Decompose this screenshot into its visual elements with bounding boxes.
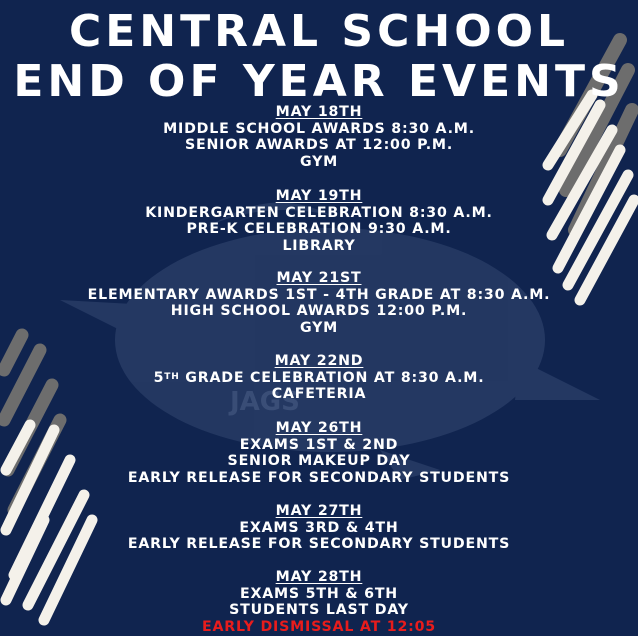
event-date: MAY 21ST [276, 270, 362, 286]
event-line: EXAMS 1ST & 2ND [239, 436, 399, 453]
event-line: SENIOR MAKEUP DAY [227, 453, 411, 469]
event-line: 5TH GRADE CELEBRATION AT 8:30 A.M. [153, 369, 485, 386]
title-line-2: END OF YEAR EVENTS [13, 56, 625, 107]
event-location: CAFETERIA [271, 386, 367, 402]
mascot-watermark-text: JAGS [230, 387, 300, 417]
event-line: STUDENTS LAST DAY [229, 602, 409, 618]
event-date: MAY 18TH [275, 104, 363, 120]
event-line: EARLY RELEASE FOR SECONDARY STUDENTS [127, 536, 511, 552]
event-may-22 [0, 353, 638, 403]
event-may-21 [0, 270, 638, 336]
event-line: ELEMENTARY AWARDS 1ST - 4TH GRADE AT 8:30 A.M. [87, 286, 551, 303]
event-date: MAY 26TH [275, 420, 363, 436]
event-location: GYM [299, 319, 339, 336]
event-date: MAY 28TH [275, 569, 363, 585]
event-may-18 [0, 104, 638, 170]
event-location: LIBRARY [282, 237, 356, 254]
event-date: MAY 22ND [274, 353, 364, 369]
event-may-19 [0, 188, 638, 254]
event-location: GYM [299, 153, 339, 170]
title-line-1: CENTRAL SCHOOL [68, 6, 570, 57]
event-line: MIDDLE SCHOOL AWARDS 8:30 A.M. [163, 120, 475, 137]
event-line: KINDERGARTEN CELEBRATION 8:30 A.M. [145, 204, 493, 221]
event-line: EARLY RELEASE FOR SECONDARY STUDENTS [127, 469, 511, 486]
event-may-27 [0, 503, 638, 553]
event-may-26 [0, 420, 638, 486]
event-may-28 [0, 569, 638, 635]
event-date: MAY 27TH [275, 503, 363, 519]
event-line: SENIOR AWARDS AT 12:00 P.M. [184, 137, 454, 153]
early-dismissal-notice: EARLY DISMISSAL AT 12:05 [202, 618, 436, 635]
event-line: EXAMS 3RD & 4TH [239, 519, 399, 536]
event-line: HIGH SCHOOL AWARDS 12:00 P.M. [170, 303, 468, 319]
event-line: EXAMS 5TH & 6TH [240, 585, 398, 602]
event-line: PRE-K CELEBRATION 9:30 A.M. [186, 221, 452, 237]
event-date: MAY 19TH [275, 188, 363, 204]
